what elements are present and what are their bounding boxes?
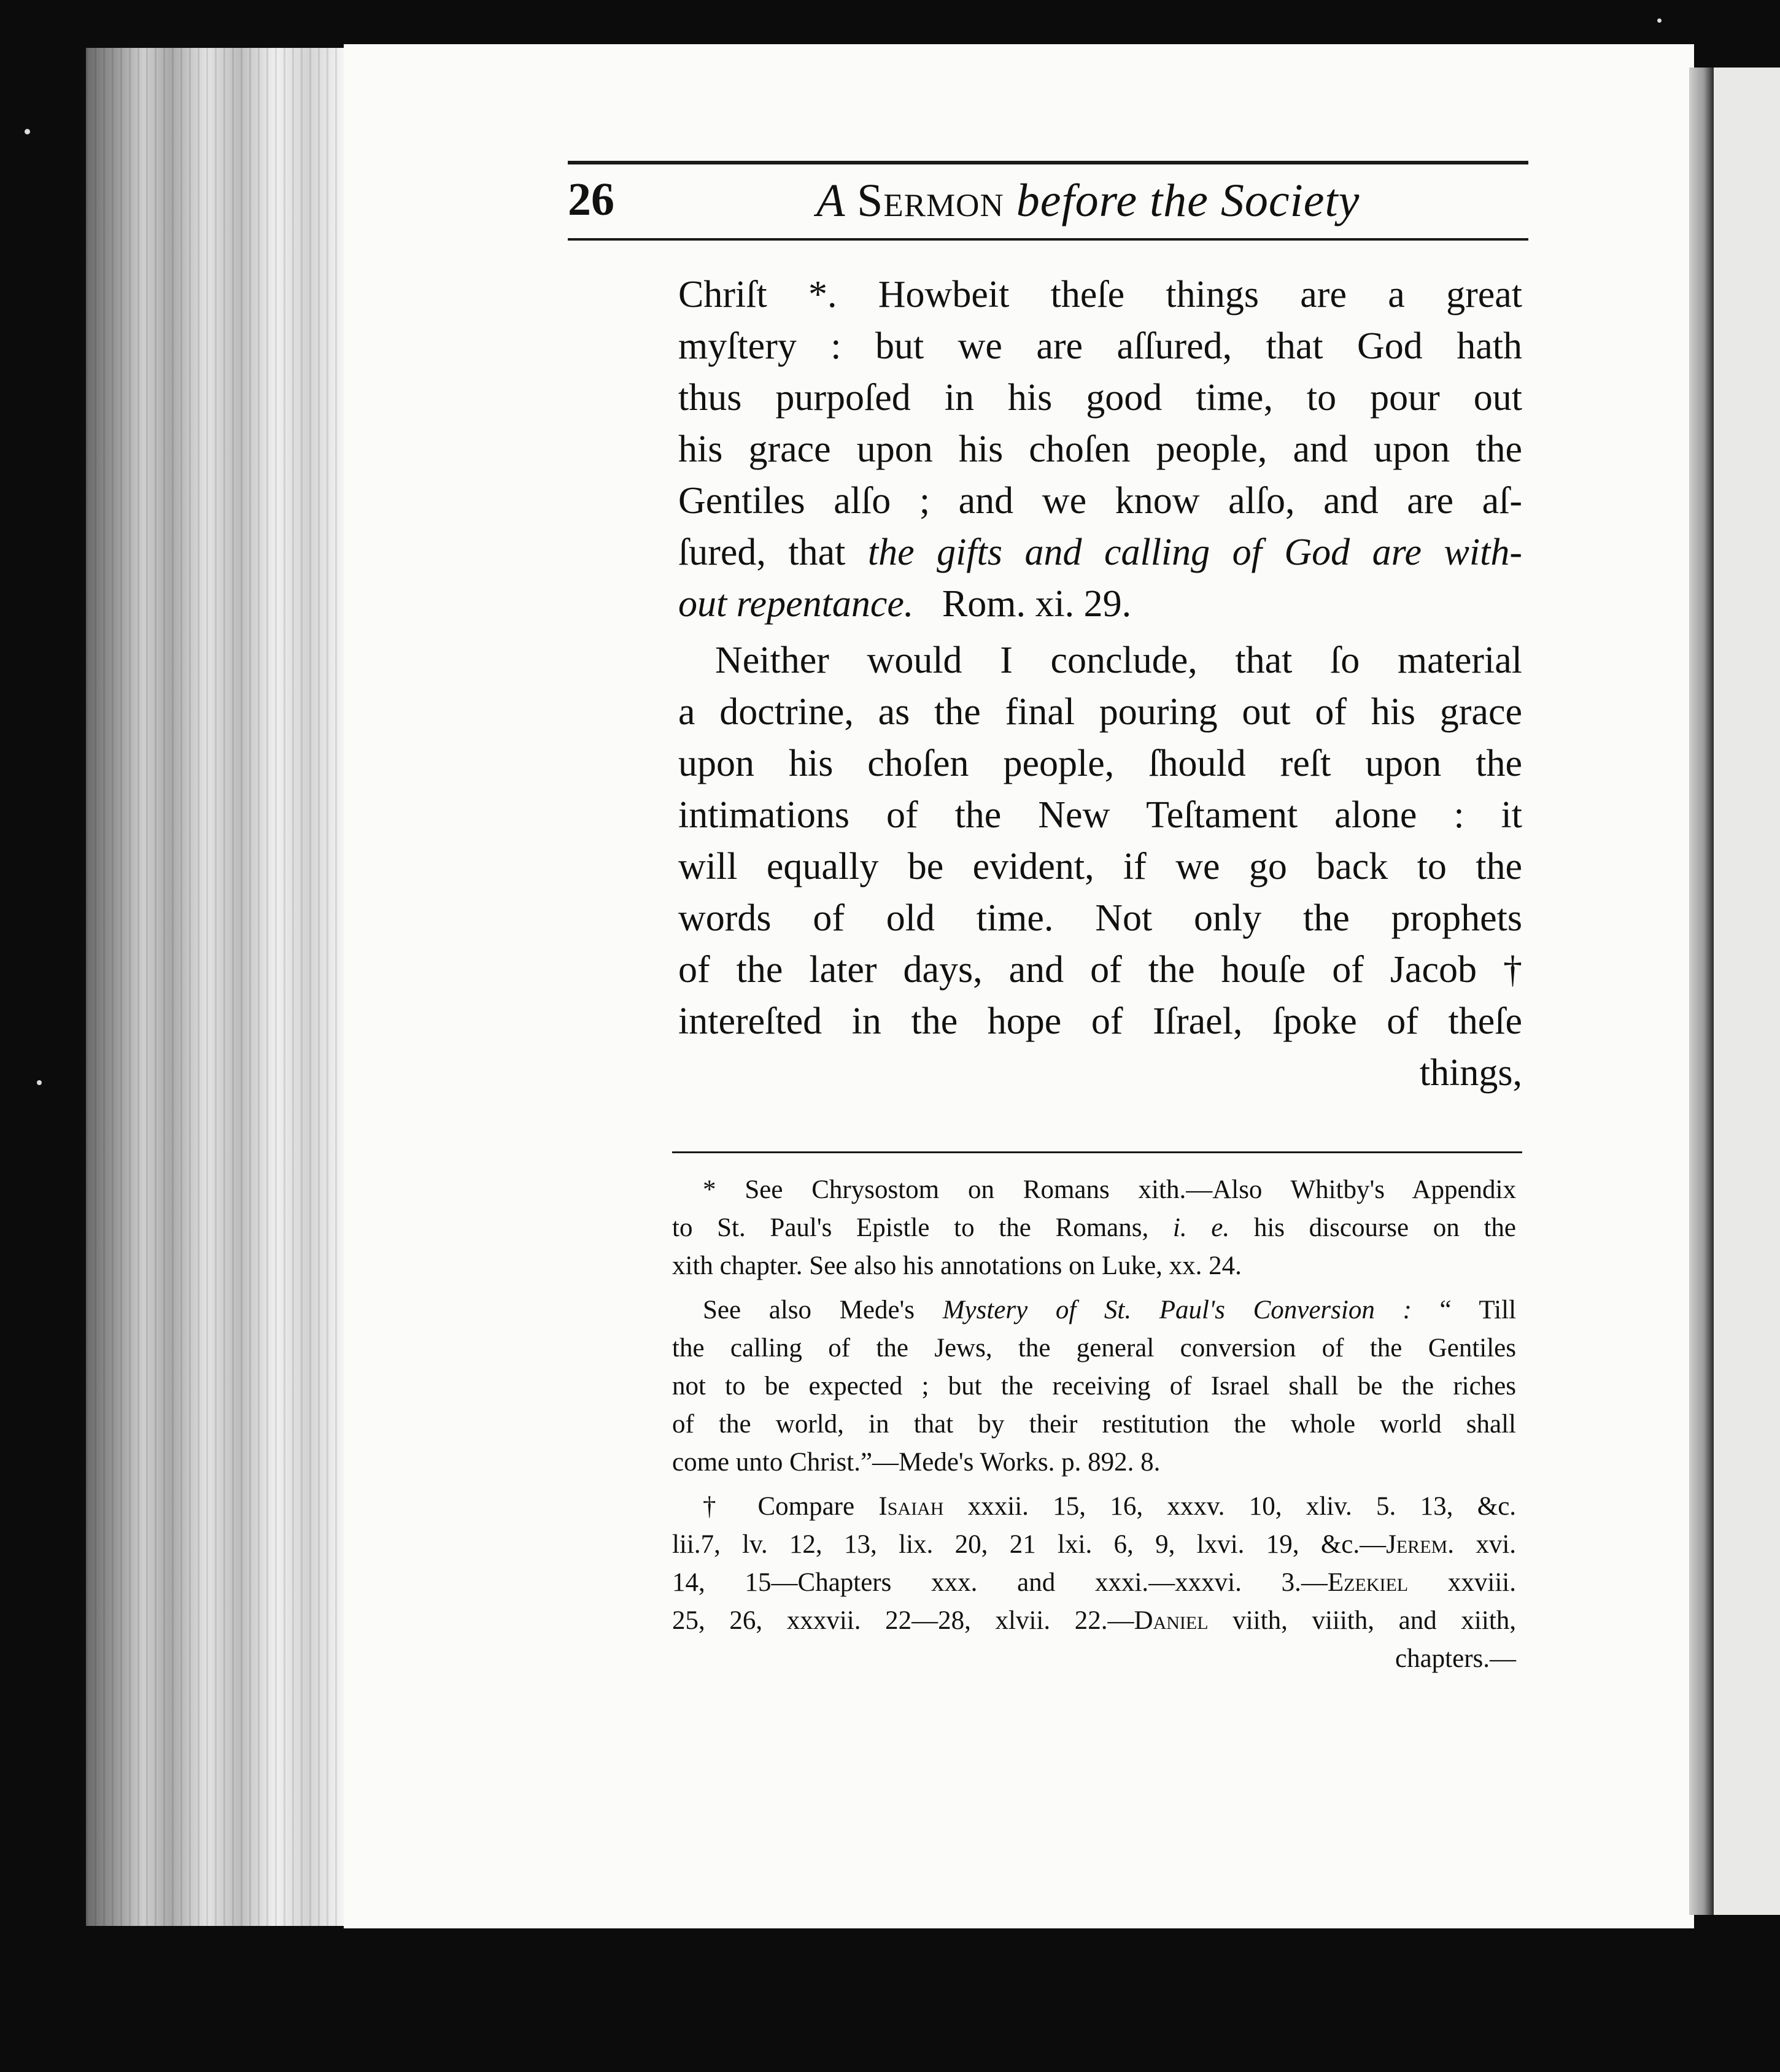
catchword: things, <box>1419 1052 1522 1094</box>
footnote-fragment: † Compare <box>703 1492 855 1521</box>
body-line <box>678 528 1522 577</box>
book-name: Jerem. <box>1386 1530 1454 1559</box>
footnote-line <box>703 1293 1516 1328</box>
footnote-fragment: xxxii. 15, 16, xxxv. 10, xliv. 5. 13, &c. <box>967 1492 1517 1521</box>
title-smallcaps: Sermon <box>857 175 1004 226</box>
title-lead: A <box>816 175 845 226</box>
footnote-italic: Mystery of St. Paul's Conversion : <box>942 1296 1412 1324</box>
footnote-line: xith chapter. See also his annotations on Luke, xx. 24. <box>672 1251 1242 1280</box>
book-name: Daniel <box>1134 1606 1209 1635</box>
footnote-line <box>672 1603 1516 1639</box>
book-name: Isaiah <box>878 1492 944 1521</box>
footnote-fragment: his discourse on the <box>1253 1213 1516 1242</box>
citation: Rom. xi. 29. <box>942 583 1132 625</box>
italic-quote: the gifts and calling of God are with- <box>867 532 1522 573</box>
gutter-shadow <box>1689 68 1714 1915</box>
body-line: upon his choſen people, ſhould reſt upon the <box>678 743 1522 784</box>
running-title <box>816 174 1360 228</box>
footnote-line: of the world, in that by their restitution the whole world shall <box>672 1410 1516 1439</box>
body-line: will equally be evident, if we go back to the <box>678 846 1522 887</box>
running-header <box>568 166 1525 245</box>
footnote-catchword: chapters.— <box>1395 1644 1516 1673</box>
body-line: Gentiles alſo ; and we know alſo, and are aſ- <box>678 480 1522 522</box>
dust-speck <box>1657 18 1662 23</box>
footnote-fragment: viith, viiith, and xiith, <box>1232 1606 1517 1635</box>
body-line: of the later days, and of the houſe of Jacob † <box>678 949 1522 991</box>
body-line: thus purpoſed in his good time, to pour out <box>678 377 1522 419</box>
footnote-line <box>672 1210 1516 1246</box>
footnote-italic: i. e. <box>1172 1213 1230 1242</box>
italic-quote: out repentance. <box>678 583 914 625</box>
footnote-line: the calling of the Jews, the general conversion of the Gentiles <box>672 1334 1516 1363</box>
footnote-fragment: to St. Paul's Epistle to the Romans, <box>672 1213 1149 1242</box>
body-line: Chriſt *. Howbeit theſe things are a great <box>678 274 1522 315</box>
page-number: 26 <box>568 174 614 225</box>
footnote-fragment: xxviii. <box>1447 1568 1516 1597</box>
body-line: myſtery : but we are aſſured, that God hath <box>678 325 1522 367</box>
body-line: words of old time. Not only the prophets <box>678 897 1522 939</box>
dust-speck <box>37 1080 42 1085</box>
footnote-line <box>703 1489 1516 1525</box>
footnote-line: not to be expected ; but the receiving of Israel shall be the riches <box>672 1372 1516 1401</box>
page-edge-lines <box>86 48 350 1926</box>
body-line: a doctrine, as the final pouring out of his grace <box>678 691 1522 733</box>
footnote-fragment: xvi. <box>1476 1530 1517 1559</box>
top-rule <box>568 161 1528 164</box>
footnote-fragment: “ Till <box>1439 1296 1517 1324</box>
footnote-fragment: 25, 26, xxxvii. 22—28, xlvii. 22.— <box>672 1606 1134 1635</box>
footnote-line <box>672 1527 1516 1563</box>
title-rest: before the Society <box>1016 175 1360 226</box>
body-line: intereſted in the hope of Iſrael, ſpoke of theſe <box>678 1000 1522 1042</box>
footnote-rule <box>672 1151 1522 1153</box>
body-line <box>678 579 1522 628</box>
footnote-fragment: 14, 15—Chapters xxx. and xxxi.—xxxvi. 3.— <box>672 1568 1328 1597</box>
footnote-line: * See Chrysostom on Romans xith.—Also Whitby's Appendix <box>703 1175 1516 1204</box>
body-line: his grace upon his choſen people, and upon the <box>678 428 1522 470</box>
book-name: Ezekiel <box>1327 1568 1409 1597</box>
body-line: Neither would I conclude, that ſo material <box>715 640 1522 681</box>
footnote-fragment: lii.7, lv. 12, 13, lix. 20, 21 lxi. 6, 9, lxvi. 19, &c.— <box>672 1530 1387 1559</box>
facing-page-edge <box>1714 68 1780 1915</box>
body-line: intimations of the New Teſtament alone : it <box>678 794 1522 836</box>
footnote-line: come unto Christ.”—Mede's Works. p. 892. 8. <box>672 1448 1161 1477</box>
dust-speck <box>25 129 30 134</box>
body-fragment: ſured, that <box>678 532 846 573</box>
footnote-line <box>672 1565 1516 1601</box>
footnote-fragment: See also Mede's <box>703 1296 915 1324</box>
